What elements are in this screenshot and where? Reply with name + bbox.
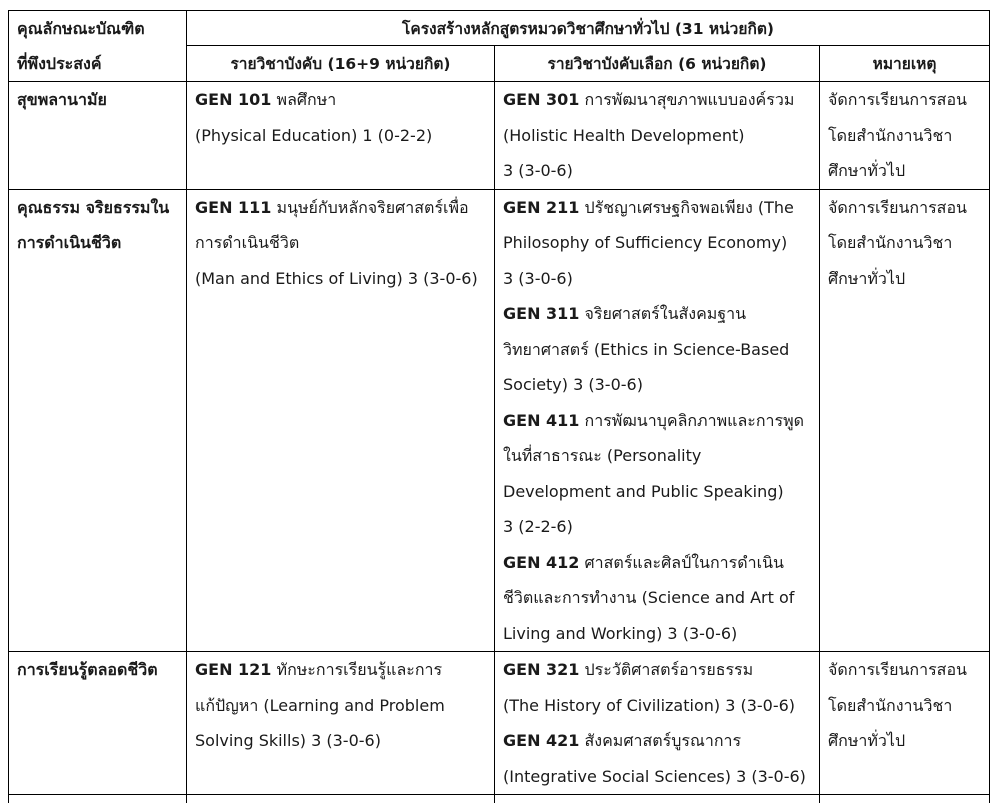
remark-cell xyxy=(820,82,990,190)
attribute-cell xyxy=(9,189,187,652)
course-line: 3 (3-0-6) xyxy=(503,153,813,189)
table-row xyxy=(9,652,990,795)
structure-title: โครงสร้างหลักสูตรหมวดวิชาศึกษาทั่วไป (31 หน่วยกิต) xyxy=(187,11,990,46)
course-line: Development and Public Speaking) xyxy=(503,474,813,510)
course-line: การดำเนินชีวิต xyxy=(195,225,488,261)
course-line: Solving Skills) 3 (3-0-6) xyxy=(195,723,488,759)
attribute-cell xyxy=(9,82,187,190)
curriculum-table xyxy=(8,10,990,803)
course-line: ชีวิตและการทำงาน (Science and Art of xyxy=(503,580,813,616)
remark-line: ศึกษาทั่วไป xyxy=(828,153,983,189)
course-code: GEN 321 xyxy=(503,660,579,679)
course-line: Society) 3 (3-0-6) xyxy=(503,367,813,403)
elective-courses-header: รายวิชาบังคับเลือก (6 หน่วยกิต) xyxy=(495,46,820,82)
course-line: 3 (2-2-6) xyxy=(503,509,813,545)
remark-cell xyxy=(820,189,990,652)
course-code: GEN 101 xyxy=(195,90,271,109)
course-code: GEN 111 xyxy=(195,198,271,217)
course-line: (Man and Ethics of Living) 3 (3-0-6) xyxy=(195,261,488,297)
table-body xyxy=(9,82,990,795)
course-code: GEN 411 xyxy=(503,411,579,430)
course-line: (Physical Education) 1 (0-2-2) xyxy=(195,118,488,154)
course-code: GEN 121 xyxy=(195,660,271,679)
course-line: แก้ปัญหา (Learning and Problem xyxy=(195,688,488,724)
course-code: GEN 412 xyxy=(503,553,579,572)
course-line xyxy=(503,652,813,688)
course-code: GEN 311 xyxy=(503,304,579,323)
elective-courses-cell xyxy=(495,82,820,190)
course-line: (Integrative Social Sciences) 3 (3-0-6) xyxy=(503,759,813,795)
remark-line: โดยสำนักงานวิชา xyxy=(828,225,983,261)
required-courses-cell xyxy=(187,652,495,795)
course-title: ทักษะการเรียนรู้และการ xyxy=(277,660,443,679)
required-courses-header: รายวิชาบังคับ (16+9 หน่วยกิต) xyxy=(187,46,495,82)
course-title: พลศึกษา xyxy=(277,90,337,109)
course-title: การพัฒนาสุขภาพแบบองค์รวม xyxy=(585,90,795,109)
course-title: ประวัติศาสตร์อารยธรรม xyxy=(585,660,754,679)
course-title: ศาสตร์และศิลป์ในการดำเนิน xyxy=(585,553,784,572)
course-line xyxy=(195,82,488,118)
course-line: Living and Working) 3 (3-0-6) xyxy=(503,616,813,652)
course-line xyxy=(195,652,488,688)
course-title: มนุษย์กับหลักจริยศาสตร์เพื่อ xyxy=(277,198,469,217)
remark-cell xyxy=(820,652,990,795)
required-courses-cell xyxy=(187,189,495,652)
attribute-header-line2: ที่พึงประสงค์ xyxy=(17,46,180,81)
course-line xyxy=(195,190,488,226)
course-title: จริยศาสตร์ในสังคมฐาน xyxy=(585,304,747,323)
course-line xyxy=(503,296,813,332)
attribute-line: การดำเนินชีวิต xyxy=(17,225,180,260)
course-line: ในที่สาธารณะ (Personality xyxy=(503,438,813,474)
table-row-continued xyxy=(9,795,990,803)
course-code: GEN 211 xyxy=(503,198,579,217)
elective-courses-cell xyxy=(495,189,820,652)
course-line: (The History of Civilization) 3 (3-0-6) xyxy=(503,688,813,724)
remark-line: โดยสำนักงานวิชา xyxy=(828,118,983,154)
attribute-cell xyxy=(9,652,187,795)
course-code: GEN 421 xyxy=(503,731,579,750)
course-line xyxy=(503,545,813,581)
remark-line: โดยสำนักงานวิชา xyxy=(828,688,983,724)
course-line: 3 (3-0-6) xyxy=(503,261,813,297)
course-line: Philosophy of Sufficiency Economy) xyxy=(503,225,813,261)
attribute-line: การเรียนรู้ตลอดชีวิต xyxy=(17,652,180,687)
remark-line: ศึกษาทั่วไป xyxy=(828,723,983,759)
course-title: ปรัชญาเศรษฐกิจพอเพียง (The xyxy=(585,198,794,217)
remark-line: จัดการเรียนการสอน xyxy=(828,82,983,118)
remark-line: ศึกษาทั่วไป xyxy=(828,261,983,297)
course-line: วิทยาศาสตร์ (Ethics in Science-Based xyxy=(503,332,813,368)
remark-line: จัดการเรียนการสอน xyxy=(828,190,983,226)
elective-courses-cell xyxy=(495,652,820,795)
course-title: การพัฒนาบุคลิกภาพและการพูด xyxy=(585,411,805,430)
course-code: GEN 301 xyxy=(503,90,579,109)
attribute-header-line1: คุณลักษณะบัณฑิต xyxy=(17,11,180,46)
table-row xyxy=(9,189,990,652)
course-line: (Holistic Health Development) xyxy=(503,118,813,154)
table-row xyxy=(9,82,990,190)
course-title: สังคมศาสตร์บูรณาการ xyxy=(585,731,742,750)
course-line xyxy=(503,82,813,118)
attribute-line: คุณธรรม จริยธรรมใน xyxy=(17,190,180,225)
attribute-header xyxy=(9,11,187,82)
course-line xyxy=(503,723,813,759)
course-line xyxy=(503,403,813,439)
remark-header: หมายเหตุ xyxy=(820,46,990,82)
required-courses-cell xyxy=(187,82,495,190)
remark-line: จัดการเรียนการสอน xyxy=(828,652,983,688)
attribute-line: สุขพลานามัย xyxy=(17,82,180,117)
course-line xyxy=(503,190,813,226)
